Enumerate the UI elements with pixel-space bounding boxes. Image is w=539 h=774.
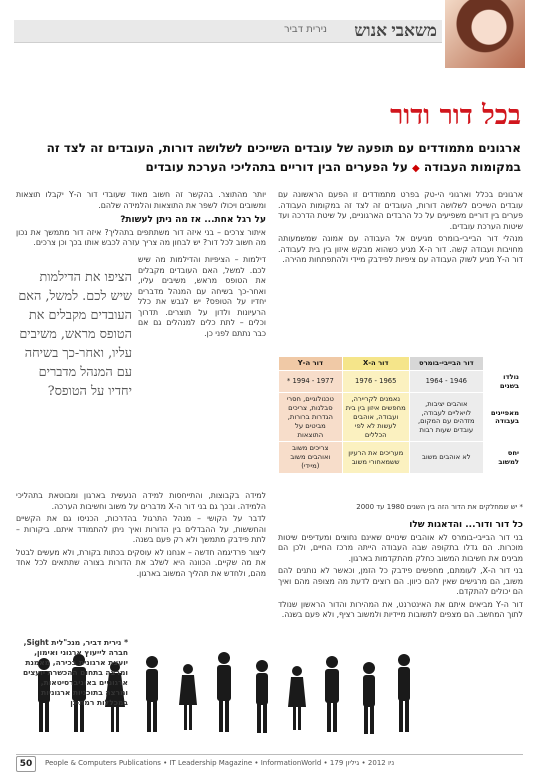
article-subhead [21, 139, 521, 178]
wide-left-paragraph-3: ליצור פרדיגמה חדשה – אנחנו לא עוסקים בכתות בקורת, ולא מעשים לבטל את מה שקיים. הכוונה היא לשלב את הדורות בצורה שתתאים לכל אחד מהם, ולחדש את תהליך המשוב בארגון. [16, 547, 266, 578]
author-photo [445, 0, 525, 68]
generations-table [278, 356, 523, 474]
table-row [279, 393, 523, 442]
left-sub-title: על רגל אחת... אז מה ניתן לעשות? [120, 215, 266, 225]
article-headline: בכל דור ודור [390, 100, 521, 131]
section-title: משאבי אנוש [354, 21, 437, 40]
right-paragraph-1: בני דור הבייבי-בומרס לא אוהבים שינויים שאינם נחוצים ומעדיפים שיטות מוכרות. הם גדלו בתקופה שבה העבודה הייתה מרכז החיים, ולכן הם מבינים את חשיבות המשוב כחלק מהתקדמות בארגון. [278, 532, 523, 563]
table-header-row [279, 357, 523, 371]
table-header-boomers: דור הבייבי-בומרס [409, 357, 483, 371]
table-cell: 1977 - 1994 * [279, 370, 343, 393]
diamond-bullet-icon: ◆ [412, 163, 420, 174]
table-cell: צריכים משוב ואוהבים משוב (מיידי) [279, 442, 343, 473]
right-sub-title: כל דור ודור... והדאגות שלו [409, 520, 523, 530]
right-paragraph-2: בני דור ה-X, לעומתם, מחפשים פידבק כל הזמן, וכאשר לא נותנים להם משוב, הם מרגישים שאין להם כיוון. הם רוצים לדעת מה מצופה מהם ואיך הם יכולים להתקדם. [278, 566, 523, 596]
right-bottom-column [278, 516, 523, 623]
table-row-label: מאפיינים בעבודה [483, 393, 522, 442]
subhead-line-2a: במקומות העבודה [423, 160, 521, 174]
author-name: נירית דביר [284, 24, 327, 35]
footer-divider [16, 754, 523, 755]
wide-left-paragraph-1: למידה בקבוצות, והתייחסות למידה הנעשית בארגון ומבוטאת בתהליכי הלמידה. ובכך גם בני דור ה-X מדברים על משוב וחשיבות הערכה. [16, 491, 266, 511]
intro-column [278, 190, 523, 268]
table-cell: מעריכים את הרעיון ששמאחורי משוב [342, 442, 409, 473]
middle-column [138, 255, 266, 341]
table-footnote: * יש שמחלקים את הדור הזה בין השנים 1980 עד 2000 [356, 503, 523, 511]
table-cell: נאמנים לקריירה, מחפשים איזון בין בית ועבודה, אוהבים לעשות לא לפי הכללים [342, 393, 409, 442]
table-row [279, 370, 523, 393]
table-corner [483, 357, 522, 371]
table-header-gen-x: דור ה-X [342, 357, 409, 371]
table-cell: טכנולוגיים, חסרי סבלנות, צריכים הגדרות ברורות, מביטים על התוצאות [279, 393, 343, 442]
left-paragraph-1: איתור צרכים – בני איזה דור משתתפים בתהליך? איזה דור מתמשך את נכון מה חשוב לכל דור? יש לבחון מה צריך עזרה לכבש אותו בכך וכן צרכים. [16, 227, 266, 247]
table-row-label: נולדו בשנים [483, 370, 522, 393]
middle-paragraph: דילמות – הציפיות והדילמות מה שיש לכם. למשל, האם העובדים מקבלים את הטופס מראש, משיבים עליו, ואחר-כך בשיחה עם המנהל מדברים יחדיו על הטופס? יש לגבש את כלל הרעיונות ולדון על תוצרים. תדרוך וכלים – לתת כלים למנהלים גם אם כבר נתתם לפני כן. [138, 255, 266, 338]
subhead-line-1: ארגונים מתמודדים עם תופעה של עובדים השייכים לשלושה דורות, העובדים זה לצד זה [46, 141, 521, 155]
wide-left-paragraph-2: לדבר על הקושי – מנהל התרגול בהדרכות, הכניסו גם את הקשיים והחששות, על ההבדלים בין הדורות ואיך ניתן להתמודד איתם. ביקורות – לתת פידבק מתמשך ולא רק פעם בשנה. [16, 514, 266, 544]
footer-publication-text: People & Computers Publications • IT Leadership Magazine • InformationWorld • ניו 2012 • גיליון 179 [45, 759, 395, 767]
table-cell: אוהבים יציבות, לויאליים לעבודה, מזדהים עם המקום, עובדים שעות רבות [409, 393, 483, 442]
intro-paragraph-1: ארגונים בכלל וארגוני הי-טק בפרט מתמודדים זו הפעם הראשונה עם עובדים השייכים לשלושה דורות, העובדים זה לצד זה במקומות העבודה. פערים בין דוריים משפיעים על כל הרבדים הארגוניים, על שיטת הדרכה ועד שיטות הערכת עובדים. [278, 190, 523, 231]
left-top-column [16, 190, 266, 251]
author-bio: * נירית דביר, מנכ"לית Sight, חברה לייעוץ ארגוני ואימון, יועצת ארגונית בכירה, מאמנת ומרצה בתחום ההכשרת יועצים ארגוניים באוניברסיטאות, ומרצה בתוכניות ארגוניות במכללות רמת-גן [22, 638, 128, 707]
intro-paragraph-2: מנהלי דור הבייבי-בומרס מגיעים אל העבודה עם אמונה שמשמעותה מחויבות ועבודה קשה. דור ה-X מגיע כשהוא מבקש איזון בין בית לעבודה. דור ה-Y מגיע לשוק העבודה עם ציפיות לפידבק מיידי ולהתפתחות מהירה. [278, 234, 523, 264]
subhead-line-2b: על הפערים הבין דוריים בתהליכי הערכת עובדים [145, 160, 408, 174]
wide-left-column [16, 491, 266, 581]
table-row [279, 442, 523, 473]
pull-quote: הציפו את הדילמות שיש לכם. למשל, האם העובדים מקבלים את הטופס מראש, משיבים עליו, ואחר-כך בשיחה עם המנהל מדברים יחדיו על הטופס? [18, 270, 132, 399]
table-cell: לא אוהבים משוב [409, 442, 483, 473]
table-header-gen-y: דור ה-Y [279, 357, 343, 371]
left-top-paragraph: יותר מהתוצר. בהקשר זה חשוב מאוד שעובדי דור ה-Y יקבלו תוצאות ומשובים ויכולו לשפר את התוצאות והלמידה שלהם. [16, 190, 266, 210]
page-footer [0, 752, 539, 774]
table-row-label: יחס למשוב [483, 442, 522, 473]
right-paragraph-3: דור ה-Y מביאים איתם את האינטרנט, את המהירות והדור הראשון שנולד לתוך המחשב. הם מצפים לתשובות מיידיות ולמשוב רציף, ולא פעם בשנה. [278, 599, 523, 619]
table-cell: 1965 - 1976 [342, 370, 409, 393]
table-cell: 1946 - 1964 [409, 370, 483, 393]
page-number: 50 [16, 756, 36, 772]
subhead-line-2 [21, 158, 521, 178]
